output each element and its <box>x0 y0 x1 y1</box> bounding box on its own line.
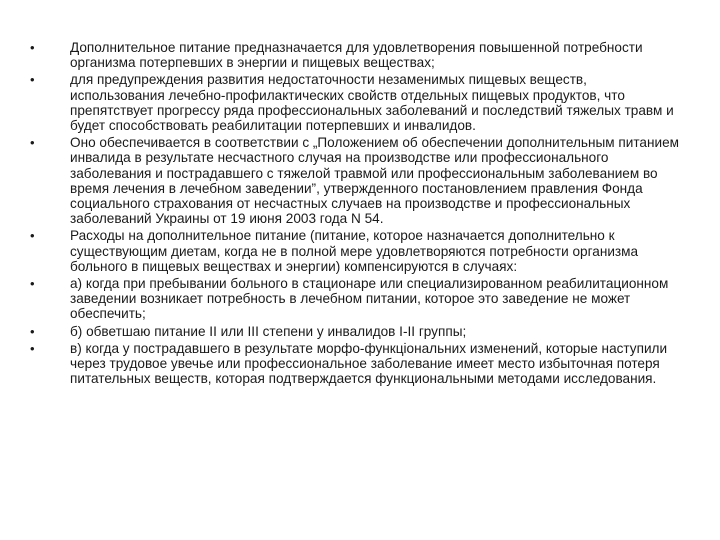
list-item <box>30 40 680 70</box>
list-item-text: Расходы на дополнительное питание (питание, которое назначается дополнительно к существующим диетам, когда не в полной мере удовлетворяются потребности организма больного в пищевых веществах и энергии) компенсируются в случаях: <box>70 228 639 274</box>
bullet-icon: • <box>30 135 35 151</box>
list-item <box>30 324 680 339</box>
list-item-text: Дополнительное питание предназначается для удовлетворения повышенной потребности организма потерпевших в энергии и пищевых веществах; <box>70 40 643 71</box>
list-item <box>30 72 680 133</box>
list-item-text: а) когда при пребывании больного в стационаре или специализированном реабилитационном заведении возникает потребность в лечебном питании, которое это заведение не может обеспечить; <box>70 276 669 322</box>
list-item <box>30 276 680 322</box>
list-item-text: в) когда у пострадавшего в результате морфо-функціональних изменений, которые наступили через трудовое увечье или профессиональное заболевание имеет место избыточная потеря питательных веществ, которая подтверждается функциональными методами исследования. <box>70 340 668 387</box>
list-item-text: для предупреждения развития недостаточности незаменимых пищевых веществ, использования лечебно-профилактических свойств отдельных пищевых продуктов, что препятствует прогрессу ряда профессиональных заболеваний и последствий тяжелых травм и будет способствовать реабилитации потерпевших и инвалидов. <box>70 72 674 134</box>
bullet-icon: • <box>30 72 35 88</box>
bullet-icon: • <box>30 40 35 55</box>
bullet-icon: • <box>30 340 35 356</box>
bullet-icon: • <box>30 276 35 292</box>
bullet-icon: • <box>30 323 35 339</box>
list-item-text: б) обветшаю питание II или III степени у инвалидов I-II группы; <box>70 323 467 339</box>
bullet-list <box>30 40 680 388</box>
list-item-text: Оно обеспечивается в соответствии с „Положением об обеспечении дополнительным питанием инвалида в результате несчастного случая на производстве или профессионального заболевания и пострадавшего с тяжелой травмой или профессиональным заболеванием во время лечения в лечебном заведении”, утвержденного постановлением правления Фонда социального страхования от несчастных случаев на производстве и профессиональных заболеваний Украины от 19 июня 2003 года N 54. <box>70 135 679 227</box>
list-item <box>30 228 680 274</box>
bullet-icon: • <box>30 228 35 244</box>
list-item <box>30 341 680 387</box>
list-item <box>30 135 680 226</box>
